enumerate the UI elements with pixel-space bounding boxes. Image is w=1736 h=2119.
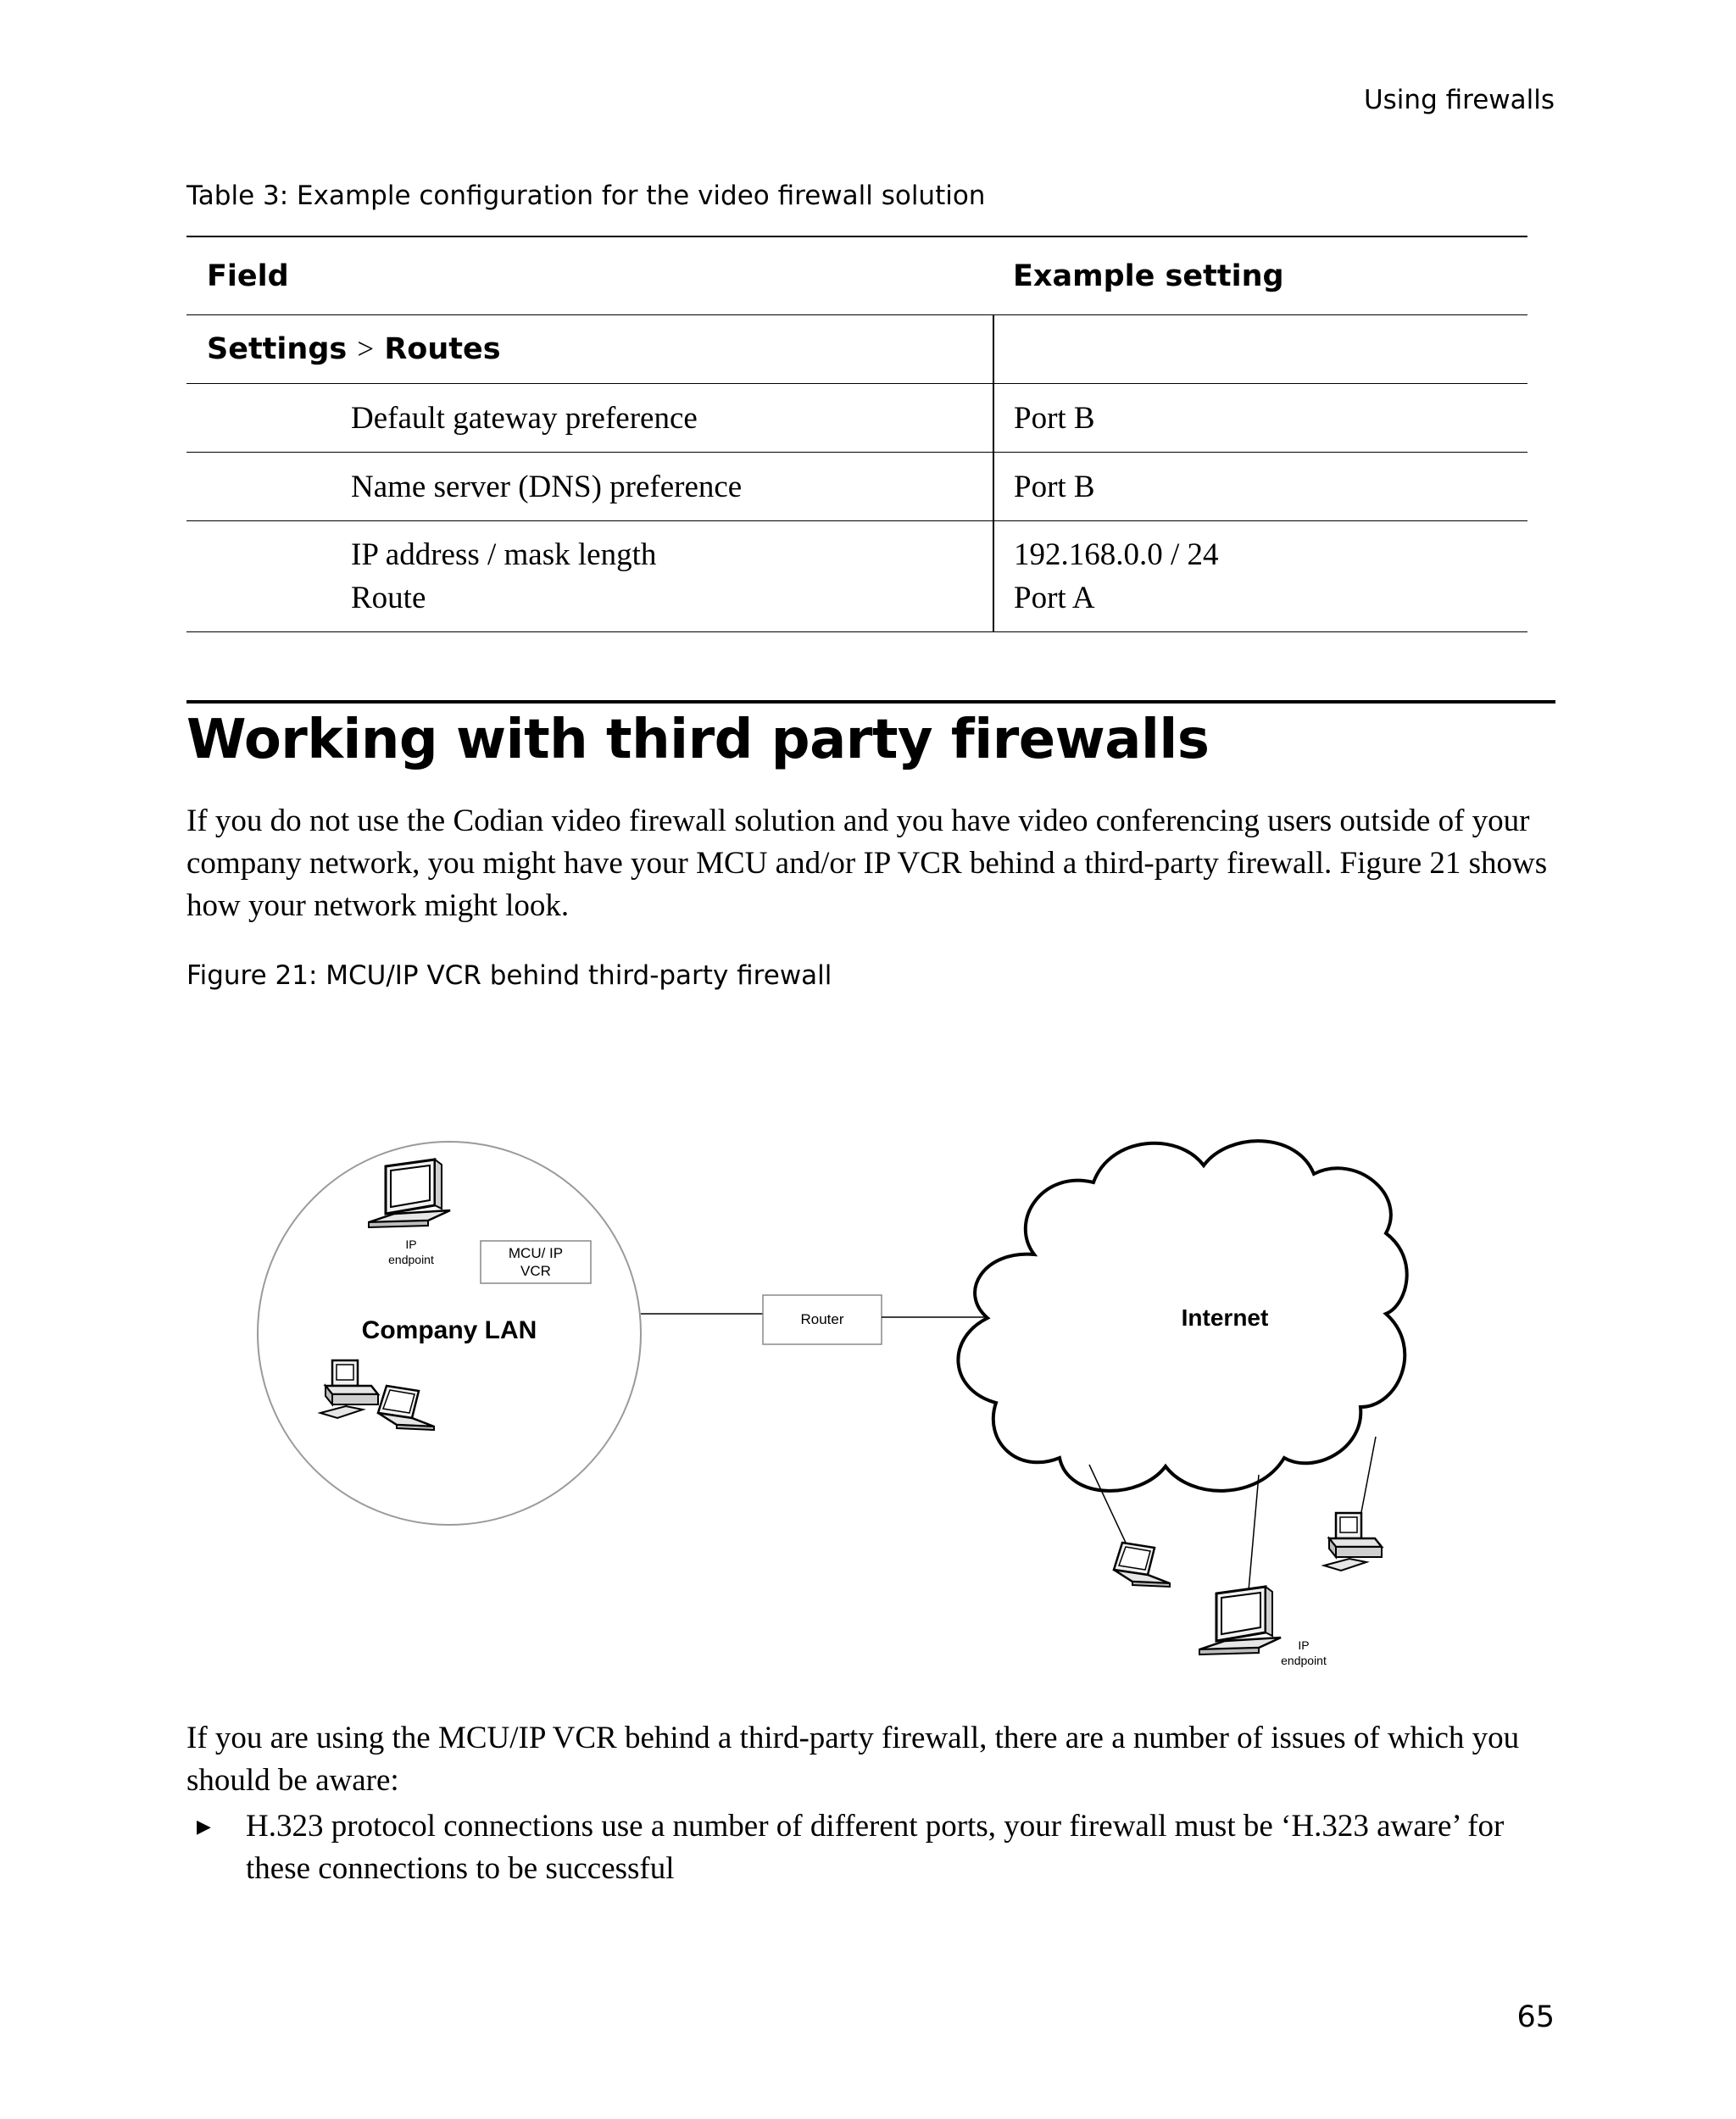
network-diagram [220, 1102, 1475, 1695]
bullet-text: H.323 protocol connections use a number of different ports, your firewall must be ‘H.323 aware’ for these connections to be successful [246, 1809, 1505, 1886]
config-table [186, 236, 1527, 632]
mcu-label-line2: VCR [520, 1263, 551, 1279]
page-number: 65 [1516, 2000, 1555, 2034]
value-line-2: Port A [1014, 581, 1095, 615]
bullet-triangle-icon: ▶ [197, 1816, 211, 1837]
router-label: Router [800, 1311, 844, 1327]
table-section-row [186, 315, 1527, 384]
table-row [186, 453, 1527, 521]
internet-label: Internet [1181, 1304, 1269, 1331]
column-header-example-setting: Example setting [993, 236, 1527, 315]
internet-endpoint-link [1248, 1475, 1259, 1600]
section-label [186, 315, 993, 384]
lan-ip-endpoint-label-line1: IP [405, 1237, 417, 1251]
section-rule [186, 700, 1555, 704]
company-lan-label: Company LAN [361, 1316, 537, 1344]
remote-ip-endpoint-label-line2: endpoint [1281, 1654, 1327, 1667]
lan-ip-endpoint-label-line2: endpoint [388, 1253, 434, 1266]
section-name: Routes [384, 332, 501, 366]
remote-ip-endpoint-monitor-icon [1199, 1587, 1281, 1655]
issues-intro-paragraph: If you are using the MCU/IP VCR behind a third-party firewall, there are a number of issues of which you should be aware: [186, 1721, 1520, 1798]
running-header: Using firewalls [1363, 85, 1555, 115]
field-cell [186, 521, 993, 632]
issues-list [186, 1805, 1555, 1890]
figure-caption: Figure 21: MCU/IP VCR behind third-party firewall [186, 960, 832, 991]
value-cell: Port B [993, 384, 1527, 453]
section-title: Working with third party firewalls [186, 709, 1210, 771]
remote-ip-endpoint-label-line1: IP [1298, 1638, 1310, 1652]
table-header-row [186, 236, 1527, 315]
remote-desktop-icon [1324, 1513, 1382, 1571]
remote-laptop-icon [1114, 1543, 1170, 1587]
mcu-label-line1: MCU/ IP [508, 1245, 564, 1261]
field-line-2: Route [351, 581, 426, 615]
value-line-1: 192.168.0.0 / 24 [1014, 537, 1219, 572]
section-empty-cell [993, 315, 1527, 384]
table-row [186, 521, 1527, 632]
field-cell: Name server (DNS) preference [186, 453, 993, 521]
field-line-1: IP address / mask length [351, 537, 657, 572]
section-prefix: Settings [207, 332, 348, 366]
column-header-field: Field [186, 236, 993, 315]
section-separator: > [357, 332, 375, 365]
value-cell: Port B [993, 453, 1527, 521]
list-item [186, 1805, 1555, 1890]
value-cell [993, 521, 1527, 632]
table-caption: Table 3: Example configuration for the video firewall solution [186, 181, 986, 211]
table-row [186, 384, 1527, 453]
intro-paragraph: If you do not use the Codian video firewall solution and you have video conferencing users outside of your company network, you might have your MCU and/or IP VCR behind a third-party firewall. Figure 21 shows how your network might look. [186, 804, 1548, 923]
field-cell: Default gateway preference [186, 384, 993, 453]
